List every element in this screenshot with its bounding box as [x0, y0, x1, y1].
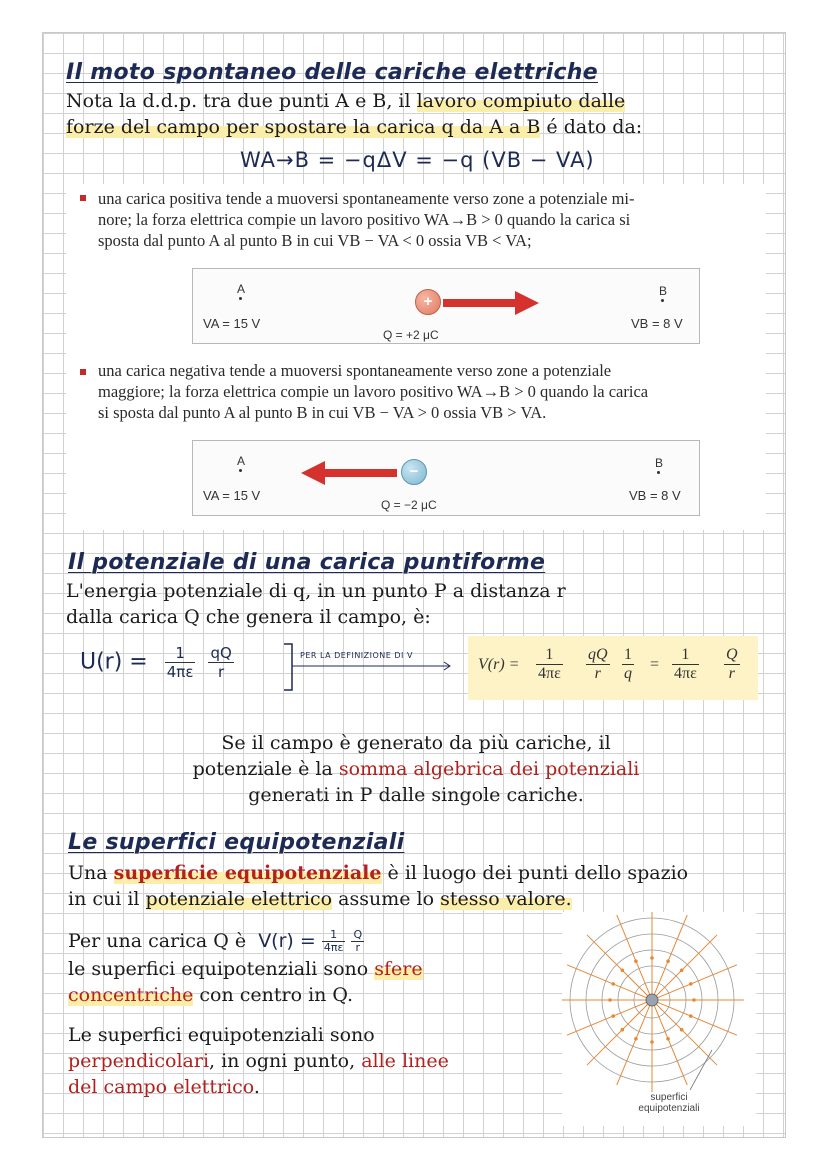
term-spheres: sfere [374, 958, 423, 980]
fraction: $\frac{Q}{r}$ [726, 646, 738, 682]
textbook-excerpt [66, 184, 766, 530]
superposition-note [66, 730, 766, 808]
section2-text [66, 578, 566, 630]
field-arrow-marker [650, 956, 654, 960]
definition-label: PER LA DEFINIZIONE DI V [300, 651, 413, 660]
intro-highlight-2: forze del campo per spostare la carica q da A a B [66, 116, 541, 138]
figure-caption: superfici equipotenziali [638, 1092, 700, 1114]
note-line2: potenziale è la somma algebrica dei potenziali [192, 758, 640, 780]
potential-b: VB = 8 V [629, 488, 681, 503]
bullet-marker [80, 195, 86, 201]
intro-text-1: Nota la d.d.p. tra due punti A e B, il [66, 90, 417, 112]
potential-formula-box [468, 636, 758, 700]
field-line [654, 915, 687, 994]
label-a: A [237, 454, 246, 468]
term-concentric: concentriche [68, 984, 194, 1006]
perpendicular-paragraph: Le superfici equipotenziali sono perpendicolari, in ogni punto, alle linee del campo elettrico. [68, 1024, 449, 1098]
potential-lhs: V(r) = [478, 656, 520, 673]
section1-title: Il moto spontaneo delle cariche elettriche [66, 60, 598, 85]
definition-arrow-icon [282, 642, 462, 692]
energy-lhs: U(r) = [80, 649, 148, 675]
negative-charge: − [401, 459, 427, 485]
figure-negative-charge [192, 440, 700, 516]
fraction: $\frac{qQ}{r}$ [588, 646, 608, 682]
bullet-positive [98, 188, 758, 251]
field-arrow-marker [650, 1040, 654, 1044]
bullet2-line: si sposta dal punto A al punto B in cui VB − VA > 0 ossia VB > VA. [98, 403, 547, 422]
small-formula: V(r) = $\frac{1}{4\pi\varepsilon}$ $\frac{Q}{r}$ [258, 928, 363, 954]
fraction: $\frac{1}{4\pi\varepsilon}$ [166, 644, 194, 681]
field-line [567, 965, 646, 998]
field-arrow-marker [611, 982, 615, 986]
charge-value: Q = +2 μC [383, 328, 439, 342]
bullet2-line: una carica negativa tende a muoversi spontaneamente verso zone a potenziale [98, 361, 612, 380]
bullet-marker [80, 369, 86, 375]
field-arrow-marker [611, 1014, 615, 1018]
bullet2-line: maggiore; la forza elettrica compie un lavoro positivo WA→B > 0 quando la carica [98, 382, 649, 401]
field-arrow-marker [666, 959, 670, 963]
field-arrow-marker [689, 982, 693, 986]
term-perpendicular: perpendicolari [68, 1050, 210, 1072]
potential-a: VA = 15 V [203, 316, 261, 331]
field-line [658, 965, 737, 998]
positive-charge: + [415, 289, 441, 315]
intro-text-2: é dato da: [540, 116, 643, 138]
arrow-right-icon [443, 289, 539, 317]
equals-sign: = [650, 656, 660, 673]
point-a [239, 469, 242, 472]
fraction: $\frac{1}{q}$ [624, 646, 632, 682]
section2-line1: L'energia potenziale di q, in un punto P a distanza r [66, 580, 566, 602]
field-arrow-marker [680, 1028, 684, 1032]
superposition-highlight: somma algebrica dei potenziali [338, 758, 640, 780]
field-line [658, 1002, 737, 1035]
figure-positive-charge [192, 268, 700, 344]
term-potential: potenziale elettrico [145, 888, 333, 910]
bullet1-line: nore; la forza elettrica compie un lavoro positivo WA→B > 0 quando la carica si [98, 210, 631, 229]
charge-value: Q = −2 μC [381, 498, 437, 512]
fraction: $\frac{1}{4\pi\varepsilon}$ [538, 646, 561, 682]
caption-pointer [690, 1050, 712, 1090]
fraction: $\frac{1}{4\pi\varepsilon}$ [674, 646, 697, 682]
term-field-lines: alle linee [361, 1050, 449, 1072]
field-line [617, 915, 650, 994]
field-arrow-marker [621, 1028, 625, 1032]
section2-line2: dalla carica Q che genera il campo, è: [66, 606, 431, 628]
equipotential-definition: Una superficie equipotenziale è il luogo dei punti dello spazio in cui il potenziale elettrico assume lo stesso valore. [68, 862, 689, 910]
field-arrow-marker [680, 969, 684, 973]
equipotential-figure [562, 912, 756, 1126]
field-arrow-marker [634, 959, 638, 963]
bullet-negative [98, 360, 758, 423]
potential-a: VA = 15 V [203, 488, 261, 503]
intro-highlight-1: lavoro compiuto dalle [416, 90, 626, 112]
note-line1: Se il campo è generato da più cariche, il [221, 732, 611, 754]
field-line [654, 1006, 687, 1085]
point-charge-paragraph: Per una carica Q è V(r) = $\frac{1}{4\pi\varepsilon}$ $\frac{Q}{r}$ le superfici equipotenziali sono sfere concentriche con centro in Q. [68, 928, 423, 1006]
energy-formula [80, 644, 234, 681]
label-b: B [655, 456, 664, 470]
term-electric-field: del campo elettrico [68, 1076, 254, 1098]
potential-b: VB = 8 V [631, 316, 683, 331]
bullet1-line: una carica positiva tende a muoversi spontaneamente verso zone a potenziale mi- [98, 189, 635, 208]
field-line [617, 1006, 650, 1085]
field-arrow-marker [634, 1037, 638, 1041]
term-same-value: stesso valore. [440, 888, 572, 910]
label-b: B [659, 284, 668, 298]
note-line3: generati in P dalle singole cariche. [248, 784, 584, 806]
field-arrow-marker [608, 998, 612, 1002]
bullet1-line: sposta dal punto A al punto B in cui VB − VA < 0 ossia VB < VA; [98, 231, 532, 250]
field-arrow-marker [692, 998, 696, 1002]
label-a: A [237, 282, 246, 296]
point-b [661, 299, 664, 302]
field-arrow-marker [689, 1014, 693, 1018]
fraction: $\frac{qQ}{r}$ [210, 644, 232, 681]
section3-title: Le superfici equipotenziali [68, 830, 405, 855]
field-arrow-marker [666, 1037, 670, 1041]
term-equipotential: superficie equipotenziale [113, 862, 382, 884]
arrow-left-icon [301, 459, 397, 487]
field-line [567, 1002, 646, 1035]
central-charge [646, 994, 658, 1006]
section1-intro [66, 88, 766, 140]
point-b [657, 471, 660, 474]
section2-title: Il potenziale di una carica puntiforme [68, 550, 546, 575]
work-formula: WA→B = −qΔV = −q (VB − VA) [240, 148, 595, 172]
field-arrow-marker [621, 969, 625, 973]
point-a [239, 297, 242, 300]
